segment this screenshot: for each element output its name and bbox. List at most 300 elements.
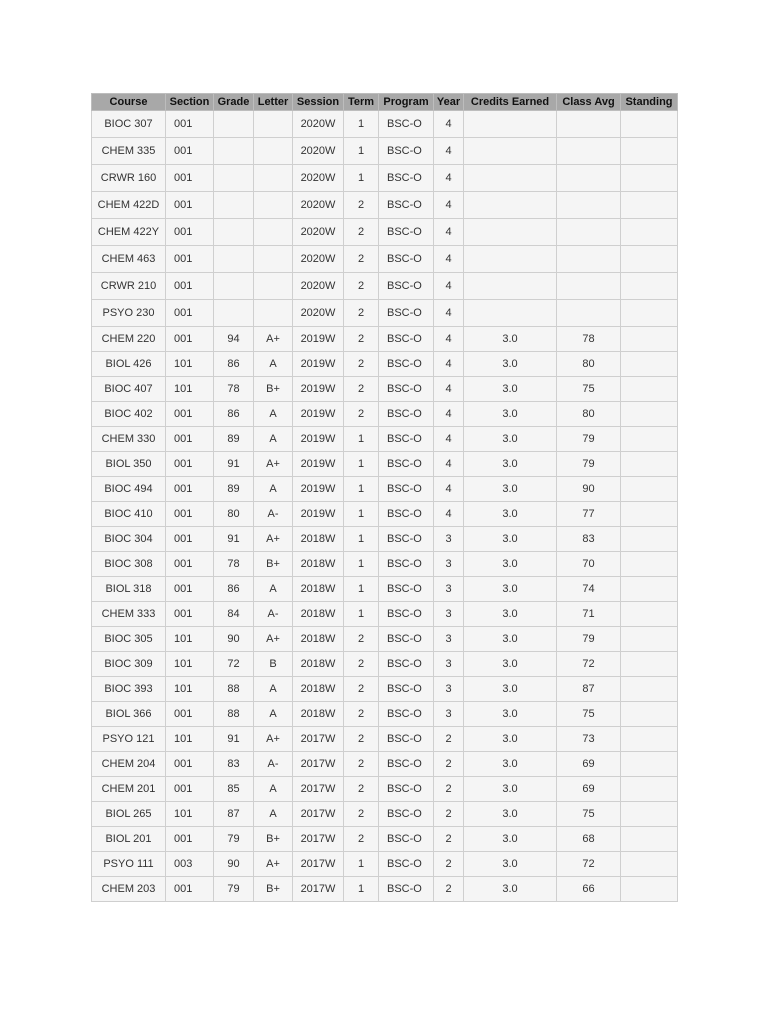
table-row	[92, 300, 678, 327]
cell-program: BSC-O	[379, 138, 434, 165]
cell-credits-earned: 3.0	[464, 502, 557, 527]
cell-session: 2019W	[293, 452, 344, 477]
cell-term: 2	[344, 219, 379, 246]
cell-letter: B+	[254, 877, 293, 902]
cell-course: CHEM 422Y	[92, 219, 166, 246]
cell-grade: 86	[214, 402, 254, 427]
cell-section: 101	[166, 377, 214, 402]
cell-credits-earned: 3.0	[464, 427, 557, 452]
cell-program: BSC-O	[379, 246, 434, 273]
cell-class-avg: 83	[557, 527, 621, 552]
cell-letter: A	[254, 402, 293, 427]
table-row	[92, 352, 678, 377]
cell-class-avg: 77	[557, 502, 621, 527]
table-row	[92, 852, 678, 877]
cell-class-avg: 87	[557, 677, 621, 702]
cell-year: 4	[434, 502, 464, 527]
cell-grade: 83	[214, 752, 254, 777]
cell-year: 3	[434, 577, 464, 602]
cell-standing	[621, 165, 678, 192]
cell-credits-earned: 3.0	[464, 702, 557, 727]
cell-course: CHEM 463	[92, 246, 166, 273]
table-header-row	[92, 94, 678, 111]
table-row	[92, 727, 678, 752]
cell-course: BIOC 307	[92, 111, 166, 138]
cell-credits-earned: 3.0	[464, 377, 557, 402]
cell-course: PSYO 111	[92, 852, 166, 877]
cell-grade: 91	[214, 452, 254, 477]
cell-program: BSC-O	[379, 552, 434, 577]
cell-standing	[621, 273, 678, 300]
table-row	[92, 702, 678, 727]
cell-year: 4	[434, 165, 464, 192]
cell-standing	[621, 502, 678, 527]
cell-letter: A+	[254, 452, 293, 477]
table-row	[92, 377, 678, 402]
cell-year: 4	[434, 402, 464, 427]
cell-session: 2020W	[293, 300, 344, 327]
cell-program: BSC-O	[379, 192, 434, 219]
table-row	[92, 477, 678, 502]
cell-standing	[621, 192, 678, 219]
cell-session: 2018W	[293, 602, 344, 627]
cell-session: 2019W	[293, 427, 344, 452]
cell-section: 001	[166, 402, 214, 427]
cell-program: BSC-O	[379, 402, 434, 427]
cell-class-avg: 69	[557, 752, 621, 777]
cell-term: 2	[344, 327, 379, 352]
cell-program: BSC-O	[379, 502, 434, 527]
cell-program: BSC-O	[379, 452, 434, 477]
column-header-session[interactable]: Session	[293, 94, 344, 111]
cell-class-avg: 79	[557, 627, 621, 652]
cell-grade	[214, 219, 254, 246]
cell-course: CHEM 220	[92, 327, 166, 352]
cell-course: CHEM 333	[92, 602, 166, 627]
cell-grade	[214, 192, 254, 219]
cell-class-avg	[557, 138, 621, 165]
cell-course: CHEM 201	[92, 777, 166, 802]
cell-section: 001	[166, 427, 214, 452]
grades-table	[91, 93, 678, 902]
cell-credits-earned: 3.0	[464, 852, 557, 877]
cell-grade	[214, 111, 254, 138]
cell-course: BIOC 393	[92, 677, 166, 702]
cell-year: 4	[434, 327, 464, 352]
cell-class-avg	[557, 300, 621, 327]
cell-year: 3	[434, 552, 464, 577]
cell-program: BSC-O	[379, 577, 434, 602]
cell-program: BSC-O	[379, 111, 434, 138]
cell-letter: A+	[254, 527, 293, 552]
cell-standing	[621, 138, 678, 165]
table-row	[92, 627, 678, 652]
cell-course: CRWR 210	[92, 273, 166, 300]
cell-letter: B+	[254, 377, 293, 402]
cell-year: 3	[434, 527, 464, 552]
cell-session: 2020W	[293, 138, 344, 165]
cell-credits-earned: 3.0	[464, 802, 557, 827]
column-header-section[interactable]: Section	[166, 94, 214, 111]
cell-course: BIOC 305	[92, 627, 166, 652]
cell-course: PSYO 121	[92, 727, 166, 752]
cell-course: BIOL 318	[92, 577, 166, 602]
cell-credits-earned: 3.0	[464, 452, 557, 477]
cell-letter: B+	[254, 827, 293, 852]
cell-course: CHEM 335	[92, 138, 166, 165]
cell-letter: A+	[254, 727, 293, 752]
cell-letter	[254, 138, 293, 165]
cell-section: 101	[166, 652, 214, 677]
cell-letter: A	[254, 352, 293, 377]
cell-term: 2	[344, 802, 379, 827]
cell-session: 2020W	[293, 165, 344, 192]
table-row	[92, 577, 678, 602]
cell-year: 2	[434, 752, 464, 777]
cell-term: 2	[344, 246, 379, 273]
cell-term: 1	[344, 502, 379, 527]
cell-program: BSC-O	[379, 427, 434, 452]
cell-session: 2019W	[293, 477, 344, 502]
cell-section: 101	[166, 627, 214, 652]
cell-course: BIOC 402	[92, 402, 166, 427]
cell-credits-earned: 3.0	[464, 752, 557, 777]
cell-session: 2018W	[293, 652, 344, 677]
cell-program: BSC-O	[379, 165, 434, 192]
cell-session: 2017W	[293, 727, 344, 752]
cell-term: 2	[344, 777, 379, 802]
cell-class-avg: 66	[557, 877, 621, 902]
cell-year: 3	[434, 702, 464, 727]
cell-grade: 90	[214, 852, 254, 877]
cell-year: 2	[434, 802, 464, 827]
cell-course: BIOC 308	[92, 552, 166, 577]
cell-year: 4	[434, 246, 464, 273]
cell-class-avg: 72	[557, 852, 621, 877]
table-row	[92, 402, 678, 427]
cell-section: 101	[166, 727, 214, 752]
cell-class-avg: 73	[557, 727, 621, 752]
table-row	[92, 527, 678, 552]
cell-credits-earned: 3.0	[464, 552, 557, 577]
cell-program: BSC-O	[379, 219, 434, 246]
cell-credits-earned: 3.0	[464, 652, 557, 677]
column-header-year[interactable]: Year	[434, 94, 464, 111]
cell-program: BSC-O	[379, 477, 434, 502]
cell-section: 001	[166, 219, 214, 246]
grades-table-body	[92, 111, 678, 902]
cell-grade: 91	[214, 527, 254, 552]
cell-course: CHEM 203	[92, 877, 166, 902]
cell-program: BSC-O	[379, 527, 434, 552]
cell-year: 4	[434, 427, 464, 452]
cell-program: BSC-O	[379, 852, 434, 877]
cell-standing	[621, 452, 678, 477]
cell-program: BSC-O	[379, 677, 434, 702]
cell-grade	[214, 300, 254, 327]
cell-standing	[621, 802, 678, 827]
cell-credits-earned: 3.0	[464, 477, 557, 502]
cell-letter: A	[254, 777, 293, 802]
cell-standing	[621, 111, 678, 138]
cell-session: 2017W	[293, 752, 344, 777]
cell-session: 2020W	[293, 273, 344, 300]
cell-year: 4	[434, 352, 464, 377]
cell-letter	[254, 165, 293, 192]
cell-term: 2	[344, 752, 379, 777]
cell-standing	[621, 246, 678, 273]
cell-session: 2017W	[293, 877, 344, 902]
cell-standing	[621, 377, 678, 402]
cell-credits-earned: 3.0	[464, 627, 557, 652]
cell-letter	[254, 300, 293, 327]
cell-section: 001	[166, 111, 214, 138]
cell-grade: 90	[214, 627, 254, 652]
cell-grade: 80	[214, 502, 254, 527]
cell-course: CHEM 204	[92, 752, 166, 777]
cell-course: BIOC 304	[92, 527, 166, 552]
cell-course: BIOC 407	[92, 377, 166, 402]
cell-credits-earned	[464, 165, 557, 192]
cell-section: 001	[166, 327, 214, 352]
cell-session: 2020W	[293, 219, 344, 246]
cell-credits-earned: 3.0	[464, 402, 557, 427]
cell-class-avg: 79	[557, 452, 621, 477]
cell-course: CHEM 422D	[92, 192, 166, 219]
cell-section: 001	[166, 702, 214, 727]
cell-grade: 91	[214, 727, 254, 752]
cell-year: 4	[434, 273, 464, 300]
cell-term: 2	[344, 402, 379, 427]
cell-standing	[621, 827, 678, 852]
cell-standing	[621, 300, 678, 327]
cell-term: 1	[344, 138, 379, 165]
cell-section: 001	[166, 527, 214, 552]
cell-standing	[621, 552, 678, 577]
cell-grade: 79	[214, 827, 254, 852]
cell-program: BSC-O	[379, 702, 434, 727]
cell-standing	[621, 752, 678, 777]
cell-letter: B	[254, 652, 293, 677]
cell-standing	[621, 727, 678, 752]
cell-session: 2017W	[293, 802, 344, 827]
cell-program: BSC-O	[379, 827, 434, 852]
cell-letter: A	[254, 577, 293, 602]
cell-grade: 86	[214, 577, 254, 602]
cell-program: BSC-O	[379, 327, 434, 352]
cell-grade: 84	[214, 602, 254, 627]
cell-term: 2	[344, 273, 379, 300]
cell-credits-earned: 3.0	[464, 877, 557, 902]
cell-year: 4	[434, 452, 464, 477]
cell-class-avg	[557, 219, 621, 246]
cell-program: BSC-O	[379, 300, 434, 327]
cell-term: 1	[344, 877, 379, 902]
cell-class-avg: 75	[557, 802, 621, 827]
cell-term: 2	[344, 377, 379, 402]
cell-section: 001	[166, 827, 214, 852]
cell-year: 2	[434, 827, 464, 852]
cell-year: 3	[434, 602, 464, 627]
table-row	[92, 777, 678, 802]
table-row	[92, 165, 678, 192]
table-row	[92, 452, 678, 477]
cell-program: BSC-O	[379, 377, 434, 402]
cell-program: BSC-O	[379, 727, 434, 752]
table-row	[92, 111, 678, 138]
cell-term: 1	[344, 602, 379, 627]
cell-class-avg: 72	[557, 652, 621, 677]
cell-class-avg	[557, 192, 621, 219]
cell-term: 2	[344, 702, 379, 727]
cell-credits-earned	[464, 192, 557, 219]
column-header-letter[interactable]: Letter	[254, 94, 293, 111]
cell-section: 001	[166, 192, 214, 219]
cell-session: 2018W	[293, 677, 344, 702]
cell-standing	[621, 777, 678, 802]
cell-grade	[214, 273, 254, 300]
cell-letter: A	[254, 677, 293, 702]
cell-year: 3	[434, 627, 464, 652]
table-row	[92, 427, 678, 452]
cell-section: 001	[166, 552, 214, 577]
cell-class-avg	[557, 246, 621, 273]
cell-credits-earned	[464, 246, 557, 273]
table-row	[92, 246, 678, 273]
cell-program: BSC-O	[379, 602, 434, 627]
cell-term: 2	[344, 677, 379, 702]
cell-term: 1	[344, 577, 379, 602]
cell-section: 001	[166, 577, 214, 602]
cell-year: 3	[434, 652, 464, 677]
cell-grade: 87	[214, 802, 254, 827]
cell-term: 1	[344, 165, 379, 192]
cell-course: BIOL 265	[92, 802, 166, 827]
cell-year: 3	[434, 677, 464, 702]
cell-section: 001	[166, 300, 214, 327]
cell-class-avg	[557, 165, 621, 192]
cell-class-avg: 80	[557, 402, 621, 427]
cell-term: 2	[344, 827, 379, 852]
cell-session: 2018W	[293, 627, 344, 652]
cell-session: 2019W	[293, 502, 344, 527]
cell-grade: 86	[214, 352, 254, 377]
column-header-term[interactable]: Term	[344, 94, 379, 111]
cell-section: 001	[166, 877, 214, 902]
cell-letter	[254, 219, 293, 246]
cell-term: 1	[344, 552, 379, 577]
cell-section: 101	[166, 677, 214, 702]
cell-year: 2	[434, 877, 464, 902]
cell-section: 001	[166, 138, 214, 165]
table-row	[92, 602, 678, 627]
cell-program: BSC-O	[379, 352, 434, 377]
column-header-program[interactable]: Program	[379, 94, 434, 111]
column-header-course[interactable]: Course	[92, 94, 166, 111]
cell-section: 001	[166, 165, 214, 192]
cell-letter: A-	[254, 602, 293, 627]
table-row	[92, 827, 678, 852]
cell-class-avg: 71	[557, 602, 621, 627]
cell-term: 1	[344, 852, 379, 877]
cell-year: 4	[434, 477, 464, 502]
cell-letter: A-	[254, 502, 293, 527]
cell-section: 001	[166, 452, 214, 477]
cell-section: 001	[166, 477, 214, 502]
cell-year: 4	[434, 219, 464, 246]
table-row	[92, 552, 678, 577]
cell-letter: A+	[254, 852, 293, 877]
cell-standing	[621, 352, 678, 377]
cell-program: BSC-O	[379, 627, 434, 652]
cell-section: 101	[166, 352, 214, 377]
cell-year: 4	[434, 300, 464, 327]
cell-term: 2	[344, 727, 379, 752]
cell-letter: A	[254, 702, 293, 727]
cell-class-avg: 80	[557, 352, 621, 377]
cell-grade: 78	[214, 552, 254, 577]
cell-course: BIOL 426	[92, 352, 166, 377]
cell-credits-earned: 3.0	[464, 677, 557, 702]
cell-section: 101	[166, 802, 214, 827]
cell-credits-earned: 3.0	[464, 527, 557, 552]
cell-class-avg: 90	[557, 477, 621, 502]
column-header-credits-earned[interactable]: Credits Earned	[464, 94, 557, 111]
cell-term: 2	[344, 627, 379, 652]
cell-credits-earned	[464, 273, 557, 300]
cell-credits-earned: 3.0	[464, 327, 557, 352]
cell-term: 1	[344, 477, 379, 502]
cell-course: CRWR 160	[92, 165, 166, 192]
cell-credits-earned	[464, 300, 557, 327]
cell-year: 4	[434, 138, 464, 165]
cell-grade	[214, 246, 254, 273]
column-header-grade[interactable]: Grade	[214, 94, 254, 111]
cell-class-avg: 74	[557, 577, 621, 602]
cell-year: 4	[434, 377, 464, 402]
cell-session: 2018W	[293, 577, 344, 602]
cell-course: BIOL 201	[92, 827, 166, 852]
cell-term: 2	[344, 192, 379, 219]
cell-grade: 78	[214, 377, 254, 402]
cell-program: BSC-O	[379, 273, 434, 300]
cell-letter: A	[254, 477, 293, 502]
cell-credits-earned	[464, 138, 557, 165]
cell-term: 1	[344, 427, 379, 452]
table-row	[92, 802, 678, 827]
cell-class-avg: 79	[557, 427, 621, 452]
cell-section: 001	[166, 602, 214, 627]
cell-section: 001	[166, 752, 214, 777]
table-row	[92, 273, 678, 300]
cell-grade: 85	[214, 777, 254, 802]
cell-session: 2017W	[293, 827, 344, 852]
cell-session: 2017W	[293, 777, 344, 802]
cell-credits-earned	[464, 111, 557, 138]
cell-year: 2	[434, 777, 464, 802]
cell-session: 2018W	[293, 552, 344, 577]
cell-session: 2019W	[293, 402, 344, 427]
cell-program: BSC-O	[379, 652, 434, 677]
cell-course: BIOC 309	[92, 652, 166, 677]
cell-credits-earned: 3.0	[464, 602, 557, 627]
column-header-standing[interactable]: Standing	[621, 94, 678, 111]
column-header-class-avg[interactable]: Class Avg	[557, 94, 621, 111]
cell-session: 2020W	[293, 192, 344, 219]
table-row	[92, 502, 678, 527]
cell-standing	[621, 327, 678, 352]
cell-course: BIOL 350	[92, 452, 166, 477]
